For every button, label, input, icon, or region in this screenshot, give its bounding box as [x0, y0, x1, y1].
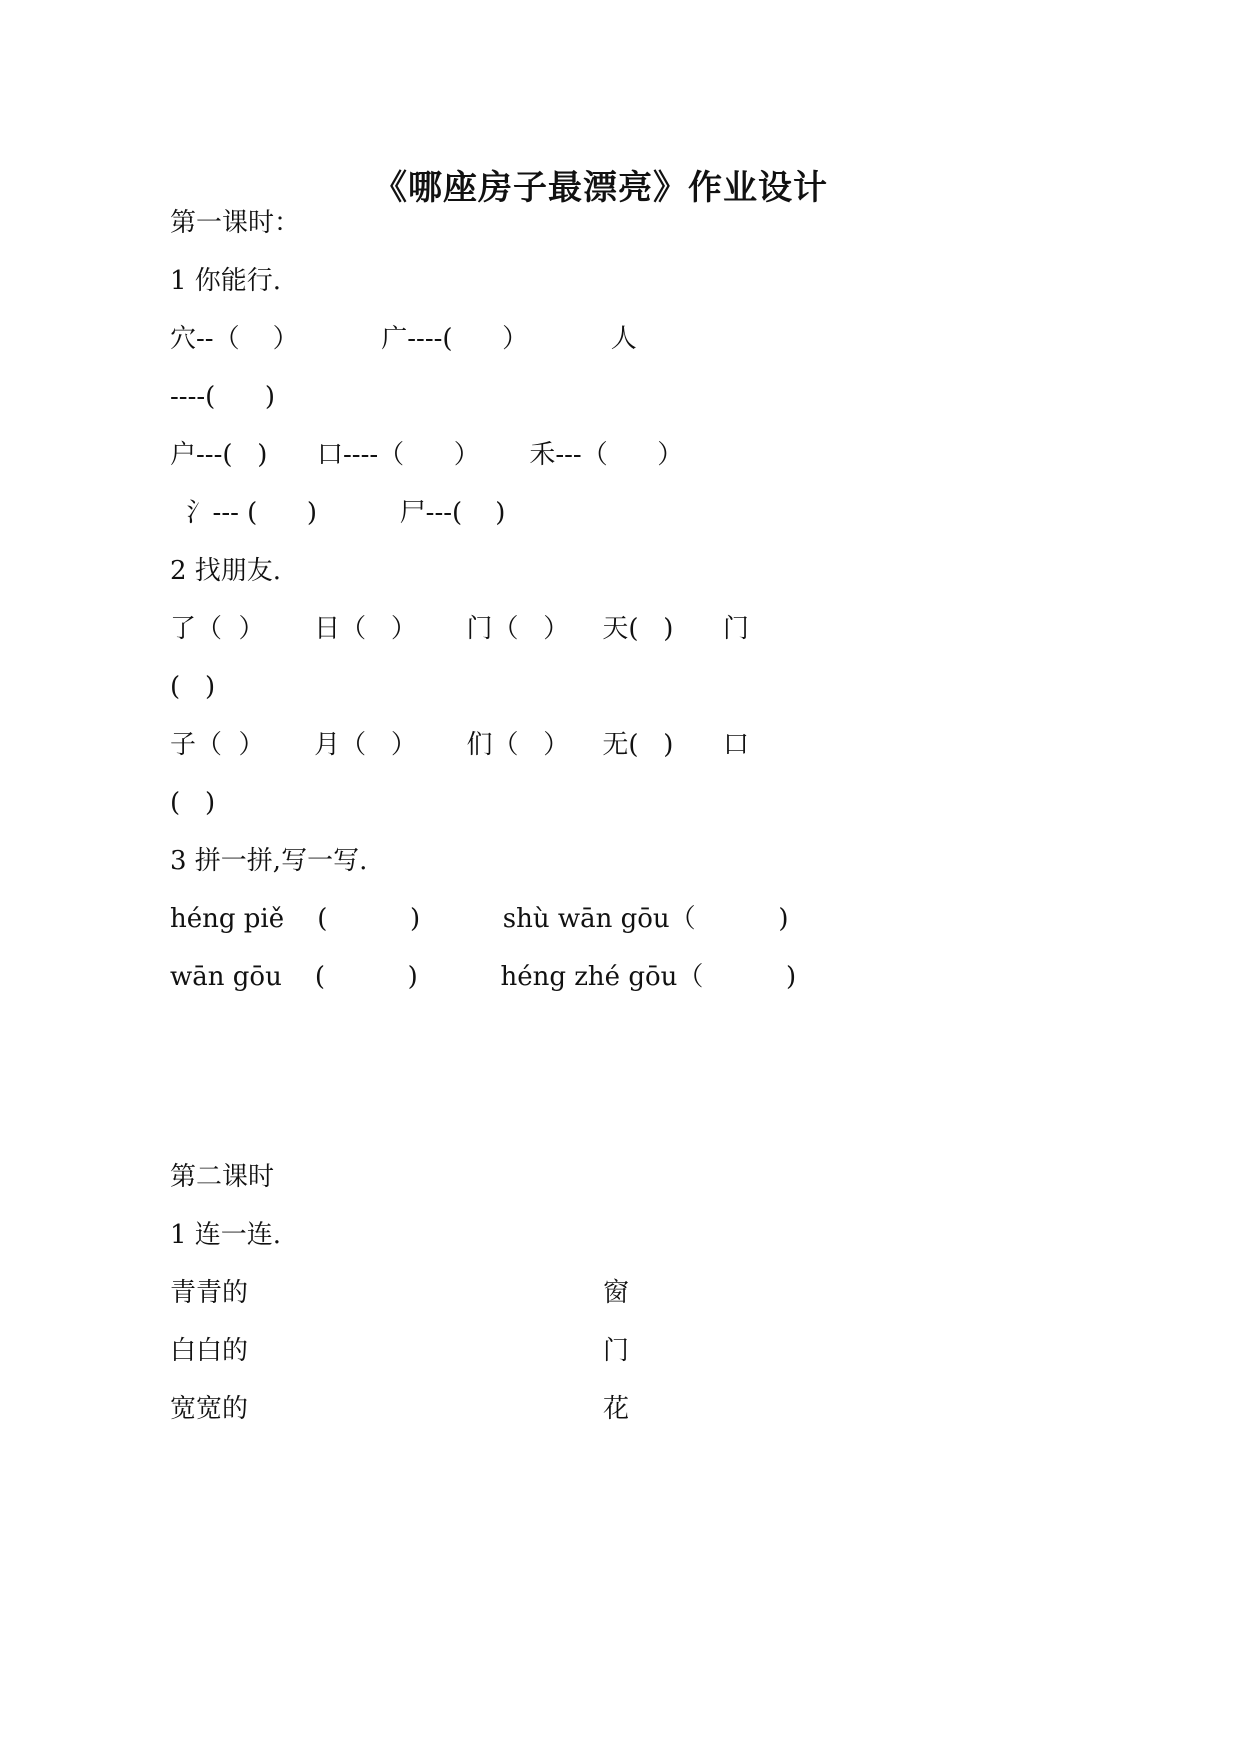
match-right-3: 花	[603, 1394, 630, 1424]
q1-row3: 氵--- ( ) 尸---( )	[170, 498, 506, 528]
lesson2-heading: 第二课时	[170, 1162, 275, 1192]
q3-row1: héng piě ( ) shù wān gōu（ )	[170, 904, 789, 934]
l2-q1-label: 1 连一连.	[170, 1220, 282, 1250]
match-left-1: 青青的	[170, 1278, 249, 1308]
match-right-2: 门	[603, 1336, 630, 1366]
q1-label: 1 你能行.	[170, 266, 282, 296]
match-right-1: 窗	[603, 1278, 630, 1308]
document-title: 《哪座房子最漂亮》作业设计	[373, 168, 828, 208]
q1-row1: 穴--（ ） 广----( ） 人	[170, 324, 637, 354]
match-left-2: 白白的	[170, 1336, 249, 1366]
q2-label: 2 找朋友.	[170, 556, 282, 586]
q2-row1-wrap: ( )	[170, 672, 216, 702]
lesson1-heading: 第一课时：	[170, 208, 301, 238]
q1-row2: 户---( ) 口----（ ） 禾---（ ）	[170, 440, 684, 470]
q2-row2: 子（ ） 月（ ） 们（ ） 无( ) 口	[170, 730, 750, 760]
match-left-3: 宽宽的	[170, 1394, 249, 1424]
q3-row2: wān gōu ( ) héng zhé gōu（ )	[170, 962, 797, 992]
q2-row2-wrap: ( )	[170, 788, 216, 818]
q1-row1-wrap: ----( )	[170, 382, 276, 412]
q2-row1: 了（ ） 日（ ） 门（ ） 天( ) 门	[170, 614, 750, 644]
q3-label: 3 拼一拼,写一写.	[170, 846, 368, 876]
